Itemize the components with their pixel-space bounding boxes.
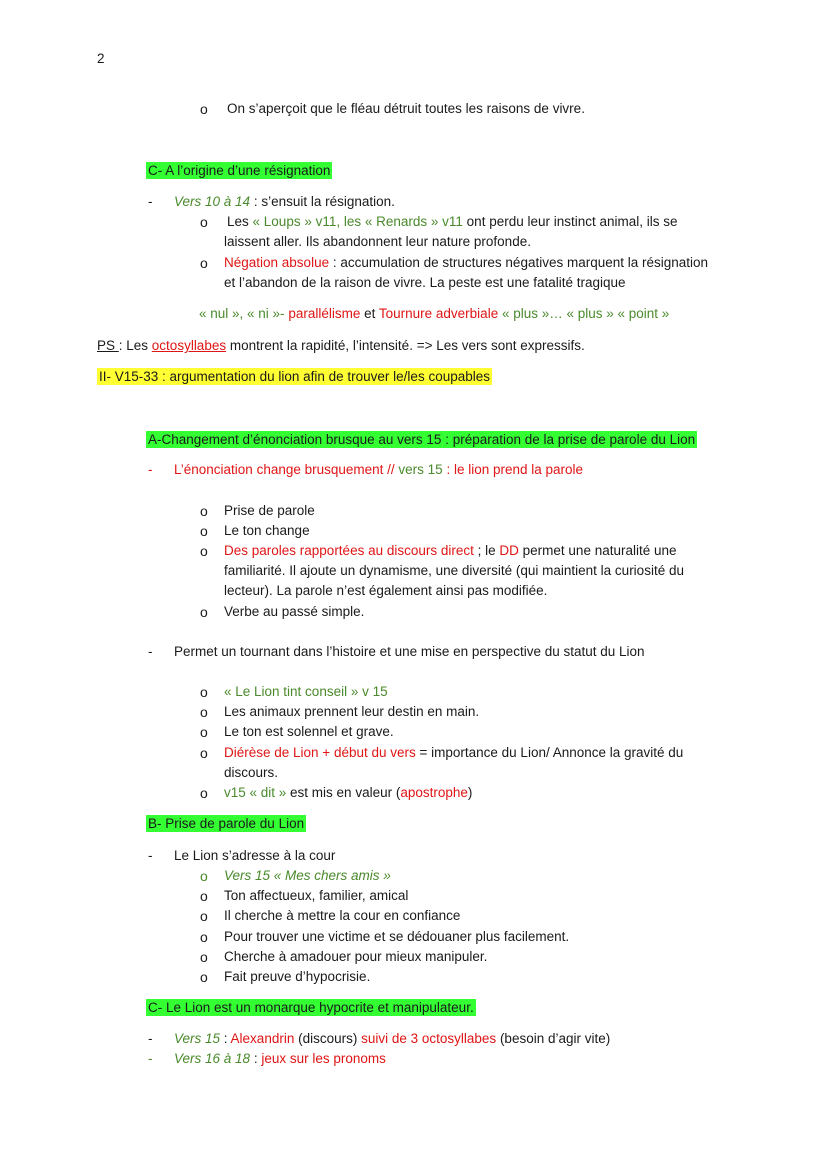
text-line: Permet un tournant dans l’histoire et une mise en perspective du statut du Lion	[174, 644, 645, 659]
text-line: Fait preuve d’hypocrisie.	[224, 969, 371, 984]
text-line: Le Lion s’adresse à la cour	[174, 848, 336, 863]
text-line: Vers 10 à 14 : s’ensuit la résignation.	[174, 194, 395, 209]
circle-bullet: o	[200, 969, 208, 985]
circle-bullet: o	[200, 214, 208, 230]
dash-bullet: -	[148, 848, 153, 863]
text-line: Le ton change	[224, 523, 310, 538]
circle-bullet: o	[200, 888, 208, 904]
part-heading: II- V15-33 : argumentation du lion afin de trouver le/les coupables	[99, 369, 490, 384]
circle-bullet: o	[200, 908, 208, 924]
text-line: Cherche à amadouer pour mieux manipuler.	[224, 949, 488, 964]
circle-bullet: o	[200, 255, 208, 271]
text-line: Ton affectueux, familier, amical	[224, 888, 409, 903]
text-line: Vers 15 : Alexandrin (discours) suivi de 3 octosyllabes (besoin d’agir vite)	[174, 1031, 611, 1046]
text-line: Les animaux prennent leur destin en main.	[224, 704, 480, 719]
section-heading: B- Prise de parole du Lion	[148, 816, 305, 831]
text-line: Pour trouver une victime et se dédouaner plus facilement.	[224, 929, 570, 944]
section-heading: A-Changement d’énonciation brusque au vers 15 : préparation de la prise de parole du Lion	[148, 432, 696, 447]
text-line: discours.	[224, 765, 279, 780]
dash-bullet: -	[148, 1051, 153, 1066]
text-line: Des paroles rapportées au discours direct ; le DD permet une naturalité une	[224, 543, 677, 558]
circle-bullet: o	[200, 503, 208, 519]
text-line: lecteur). La parole n’est également ainsi pas modifiée.	[224, 583, 548, 598]
text-line: familiarité. Il ajoute un dynamisme, une diversité (qui maintient la curiosité du	[224, 563, 684, 578]
text-line: L’énonciation change brusquement // vers 15 : le lion prend la parole	[174, 462, 584, 477]
circle-bullet: o	[200, 745, 208, 761]
text-line: laissent aller. Ils abandonnent leur nature profonde.	[224, 234, 531, 249]
dash-bullet: -	[148, 194, 153, 209]
circle-bullet: o	[200, 684, 208, 700]
text-line: Diérèse de Lion + début du vers = importance du Lion/ Annonce la gravité du	[224, 745, 684, 760]
text-line: Vers 16 à 18 : jeux sur les pronoms	[174, 1051, 386, 1066]
text-line: v15 « dit » est mis en valeur (apostrophe)	[224, 785, 473, 800]
text-line: « nul », « ni »- parallélisme et Tournure adverbiale « plus »… « plus » « point »	[199, 306, 670, 321]
circle-bullet: o	[200, 523, 208, 539]
circle-bullet: o	[200, 604, 208, 620]
text-line: « Le Lion tint conseil » v 15	[224, 684, 388, 699]
circle-bullet: o	[200, 949, 208, 965]
circle-bullet: o	[200, 929, 208, 945]
circle-bullet: o	[200, 704, 208, 720]
circle-bullet: o	[200, 101, 208, 117]
circle-bullet: o	[200, 868, 208, 884]
text-line: On s’aperçoit que le fléau détruit toutes les raisons de vivre.	[227, 101, 585, 116]
dash-bullet: -	[148, 644, 153, 659]
circle-bullet: o	[200, 543, 208, 559]
text-line: Le ton est solennel et grave.	[224, 724, 394, 739]
dash-bullet: -	[148, 462, 153, 477]
text-line: Les « Loups » v11, les « Renards » v11 ont perdu leur instinct animal, ils se	[227, 214, 678, 229]
section-heading: C- A l’origine d’une résignation	[148, 163, 331, 178]
text-line: Il cherche à mettre la cour en confiance	[224, 908, 461, 923]
text-line: PS : Les octosyllabes montrent la rapidité, l’intensité. => Les vers sont expressifs.	[97, 338, 585, 353]
text-line: et l’abandon de la raison de vivre. La peste est une fatalité tragique	[224, 275, 626, 290]
text-line: Vers 15 « Mes chers amis »	[224, 868, 391, 883]
text-line: Verbe au passé simple.	[224, 604, 365, 619]
page-number: 2	[97, 51, 105, 66]
circle-bullet: o	[200, 785, 208, 801]
section-heading: C- Le Lion est un monarque hypocrite et manipulateur.	[148, 1000, 474, 1015]
text-line: Négation absolue : accumulation de structures négatives marquent la résignation	[224, 255, 709, 270]
dash-bullet: -	[148, 1031, 153, 1046]
circle-bullet: o	[200, 724, 208, 740]
text-line: Prise de parole	[224, 503, 315, 518]
